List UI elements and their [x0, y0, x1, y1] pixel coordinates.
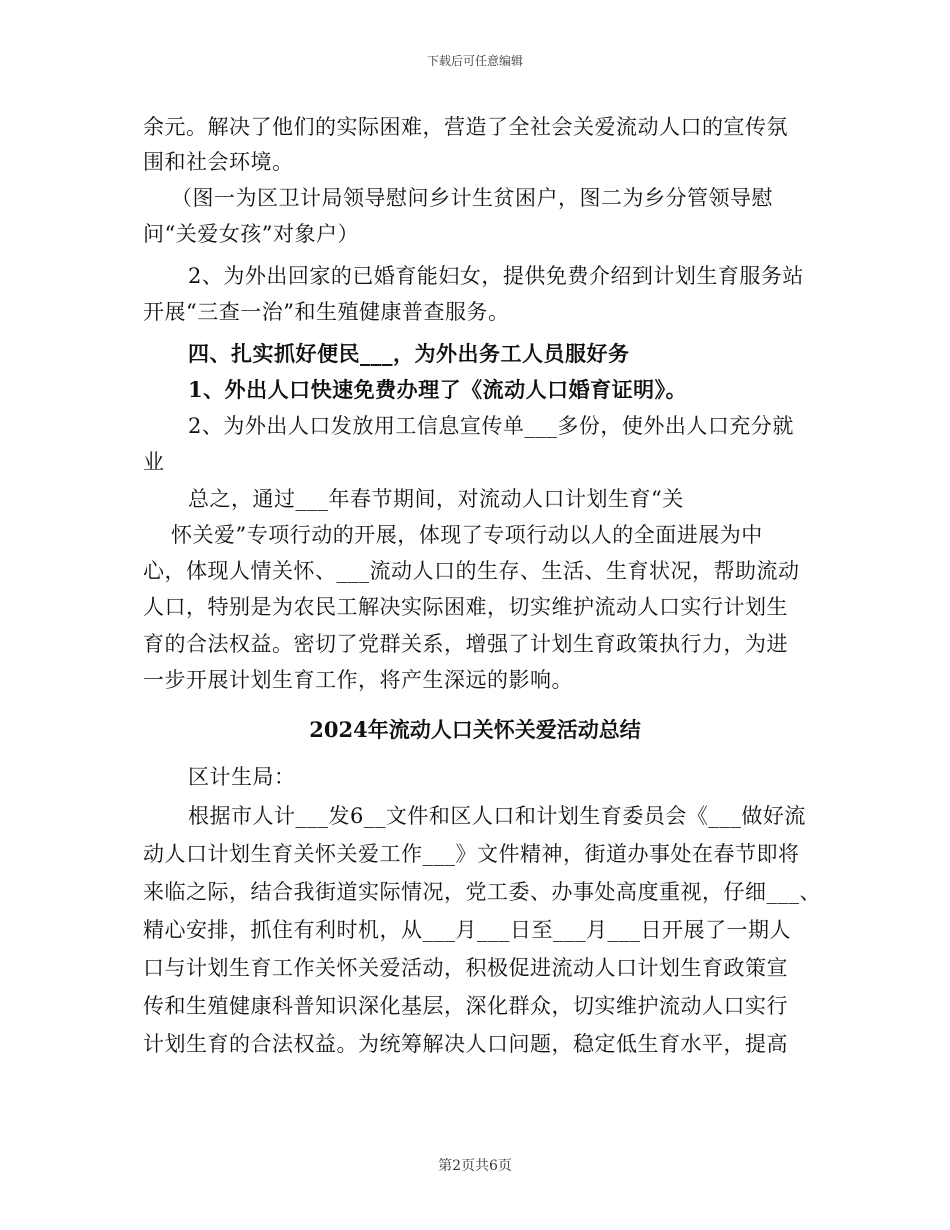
paragraph-line: 来临之际，结合我街道实际情况，党工委、办事处高度重视，仔细___、: [143, 880, 821, 904]
paragraph-line: （图一为区卫计局领导慰问乡计生贫困户，图二为乡分管领导慰: [171, 186, 773, 210]
page-footer: 第2页共6页: [438, 1158, 512, 1174]
paragraph-line: 根据市人计___发6__文件和区人口和计划生育委员会《___做好流: [188, 804, 806, 828]
page-header: 下载后可任意编辑: [426, 54, 523, 68]
paragraph-line: 怀关爱”专项行动的开展，体现了专项行动以人的全面进展为中: [171, 523, 763, 547]
salutation: 区计生局：: [188, 765, 296, 789]
paragraph-line: 围和社会环境。: [143, 150, 294, 174]
paragraph-line: 人口，特别是为农民工解决实际困难，切实维护流动人口实行计划生: [143, 595, 788, 619]
document-title: 2024年流动人口关怀关爱活动总结: [309, 717, 641, 742]
paragraph-line: 业: [143, 450, 165, 474]
paragraph-line: 心，体现人情关怀、___流动人口的生存、生活、生育状况，帮助流动: [143, 559, 800, 583]
paragraph-line: 问“关爱女孩”对象户）: [143, 222, 359, 246]
paragraph-line: 总之，通过___年春节期间，对流动人口计划生育“关: [188, 487, 684, 511]
paragraph-line: 一步开展计划生育工作，将产生深远的影响。: [143, 668, 573, 692]
paragraph-line: 2、为外出人口发放用工信息宣传单___多份，使外出人口充分就: [188, 414, 794, 438]
paragraph-line: 2、为外出回家的已婚育能妇女，提供免费介绍到计划生育服务站: [188, 264, 804, 288]
paragraph-line: 口与计划生育工作关怀关爱活动，积极促进流动人口计划生育政策宣: [143, 956, 788, 980]
paragraph-line: 计划生育的合法权益。为统筹解决人口问题，稳定低生育水平，提高: [143, 1032, 788, 1056]
paragraph-line: 动人口计划生育关怀关爱工作___》文件精神，街道办事处在春节即将: [143, 842, 800, 866]
paragraph-line: 精心安排，抓住有利时机，从___月___日至___月___日开展了一期人: [143, 918, 791, 942]
paragraph-line: 开展“三查一治”和生殖健康普查服务。: [143, 300, 510, 324]
section-subheading: 1、外出人口快速免费办理了《流动人口婚育证明》。: [188, 377, 688, 402]
paragraph-line: 育的合法权益。密切了党群关系，增强了计划生育政策执行力，为进: [143, 632, 788, 656]
paragraph-line: 传和生殖健康科普知识深化基层，深化群众，切实维护流动人口实行: [143, 994, 788, 1018]
section-heading: 四、扎实抓好便民___，为外出务工人员服好务: [188, 341, 630, 366]
paragraph-line: 余元。解决了他们的实际困难，营造了全社会关爱流动人口的宣传氛: [143, 115, 788, 139]
